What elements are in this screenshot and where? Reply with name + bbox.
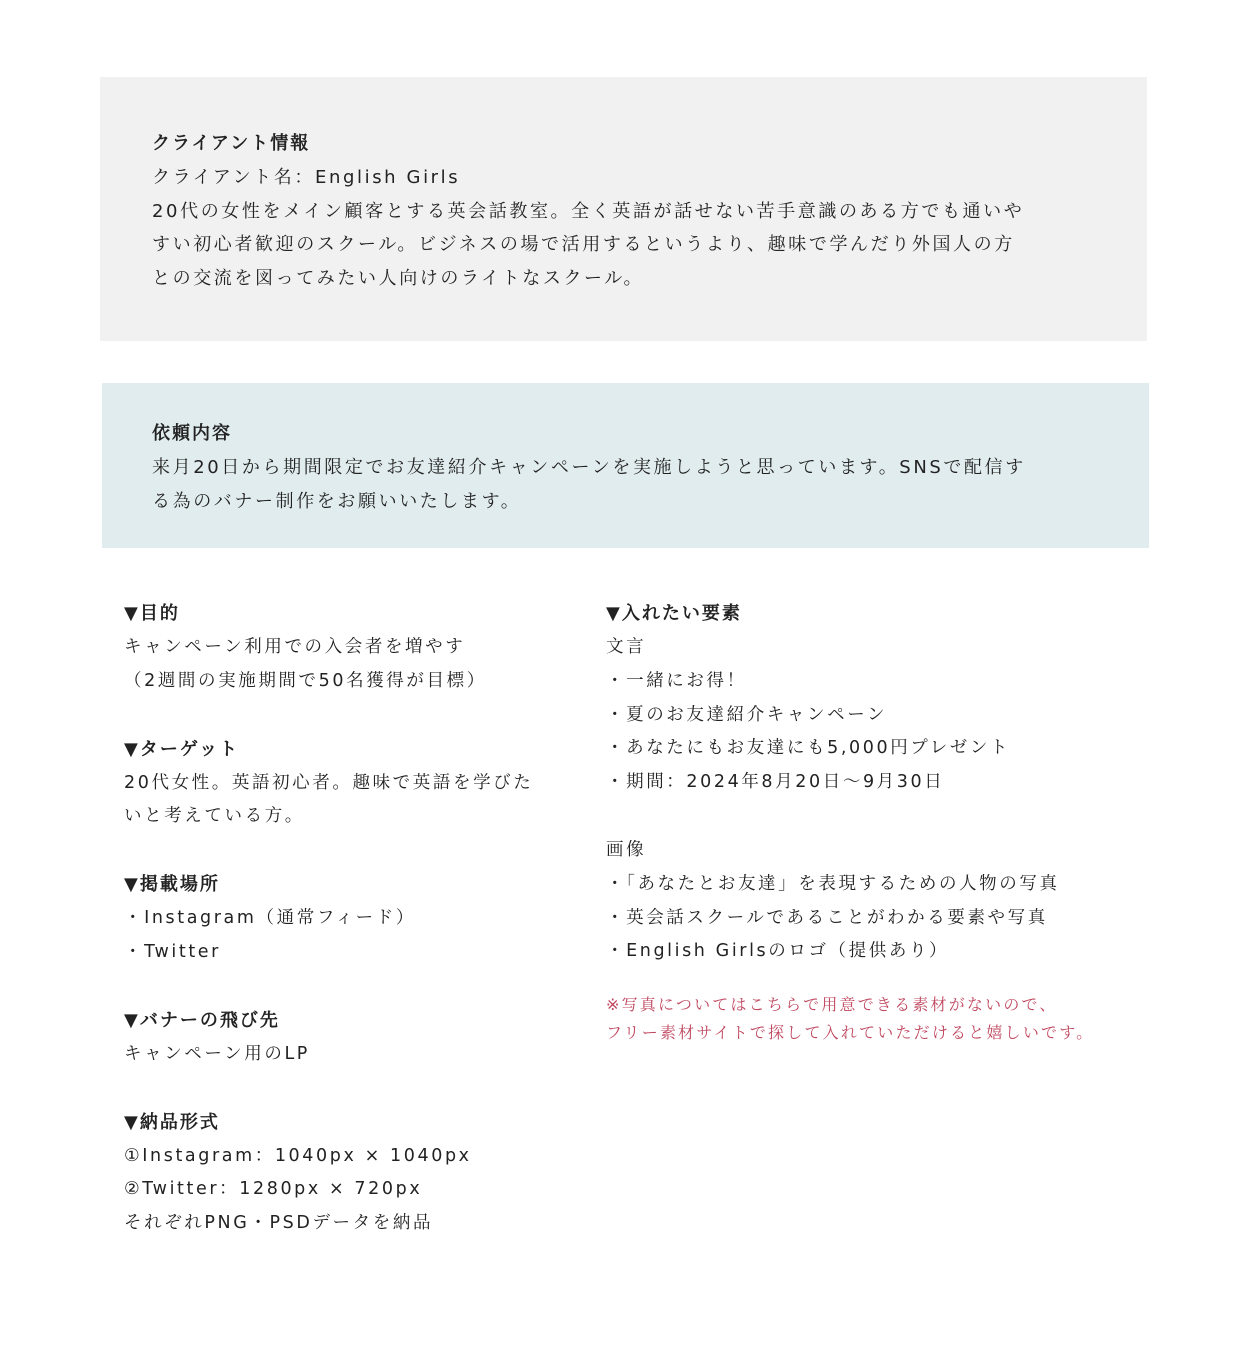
purpose-heading: ▼目的: [124, 603, 180, 624]
elements-heading: ▼入れたい要素: [606, 603, 742, 624]
placement-heading: ▼掲載場所: [124, 874, 220, 896]
destination-section: [124, 1004, 594, 1072]
image-item: ・「あなたとお友達」を表現するための人物の写真: [606, 873, 1060, 894]
purpose-line: （2週間の実施期間で50名獲得が目標）: [124, 670, 487, 691]
purpose-section: [124, 597, 594, 699]
text-item: ・あなたにもお友達にも5,000円プレゼント: [606, 738, 1011, 759]
request-line: 来月20日から期間限定でお友達紹介キャンペーンを実施しようと思っています。SNSで配信す: [152, 457, 1026, 478]
client-name: クライアント名：English Girls: [152, 167, 461, 188]
delivery-section: [124, 1106, 594, 1241]
left-column: [124, 597, 594, 1275]
delivery-line: ①Instagram：1040px × 1040px: [124, 1145, 472, 1166]
request-line: る為のバナー制作をお願いいたします。: [152, 490, 522, 512]
text-item: ・期間：2024年8月20日〜9月30日: [606, 772, 945, 793]
text-item: ・夏のお友達紹介キャンペーン: [606, 704, 888, 725]
image-item: ・英会話スクールであることがわかる要素や写真: [606, 907, 1048, 928]
target-section: [124, 733, 594, 835]
photo-note-line: フリー素材サイトで探して入れていただけると嬉しいです。: [606, 1023, 1095, 1043]
destination-heading: ▼バナーの飛び先: [124, 1009, 280, 1031]
client-desc-line: すい初心者歓迎のスクール。ビジネスの場で活用するというより、趣味で学んだり外国人の方: [152, 234, 1015, 256]
client-info-heading: クライアント情報: [152, 133, 311, 154]
photo-note: [606, 991, 1166, 1047]
target-line: 20代女性。英語初心者。趣味で英語を学びた: [124, 772, 534, 793]
placement-line: ・Instagram（通常フィード）: [124, 908, 416, 929]
right-column: [606, 597, 1166, 1047]
delivery-heading: ▼納品形式: [124, 1111, 220, 1133]
request-heading: 依頼内容: [152, 423, 232, 444]
request-panel: [102, 383, 1149, 548]
placement-line: ・Twitter: [124, 941, 221, 962]
image-label: 画像: [606, 839, 647, 860]
image-item: ・English Girlsのロゴ（提供あり）: [606, 941, 950, 962]
photo-note-line: ※写真についてはこちらで用意できる素材がないので、: [606, 995, 1058, 1015]
purpose-line: キャンペーン利用での入会者を増やす: [124, 637, 466, 657]
target-line: いと考えている方。: [124, 806, 305, 827]
client-info-panel: [100, 77, 1147, 341]
client-desc-line: 20代の女性をメイン顧客とする英会話教室。全く英語が話せない苦手意識のある方でも通いや: [152, 200, 1025, 222]
spacer: [606, 800, 1166, 834]
delivery-line: それぞれPNG・PSDデータを納品: [124, 1213, 434, 1234]
destination-line: キャンペーン用のLP: [124, 1043, 310, 1064]
delivery-line: ②Twitter：1280px × 720px: [124, 1179, 423, 1200]
text-label: 文言: [606, 637, 647, 657]
text-item: ・一緒にお得！: [606, 670, 747, 691]
client-desc-line: との交流を図ってみたい人向けのライトなスクール。: [152, 268, 645, 290]
target-heading: ▼ターゲット: [124, 738, 240, 760]
placement-section: [124, 868, 594, 970]
